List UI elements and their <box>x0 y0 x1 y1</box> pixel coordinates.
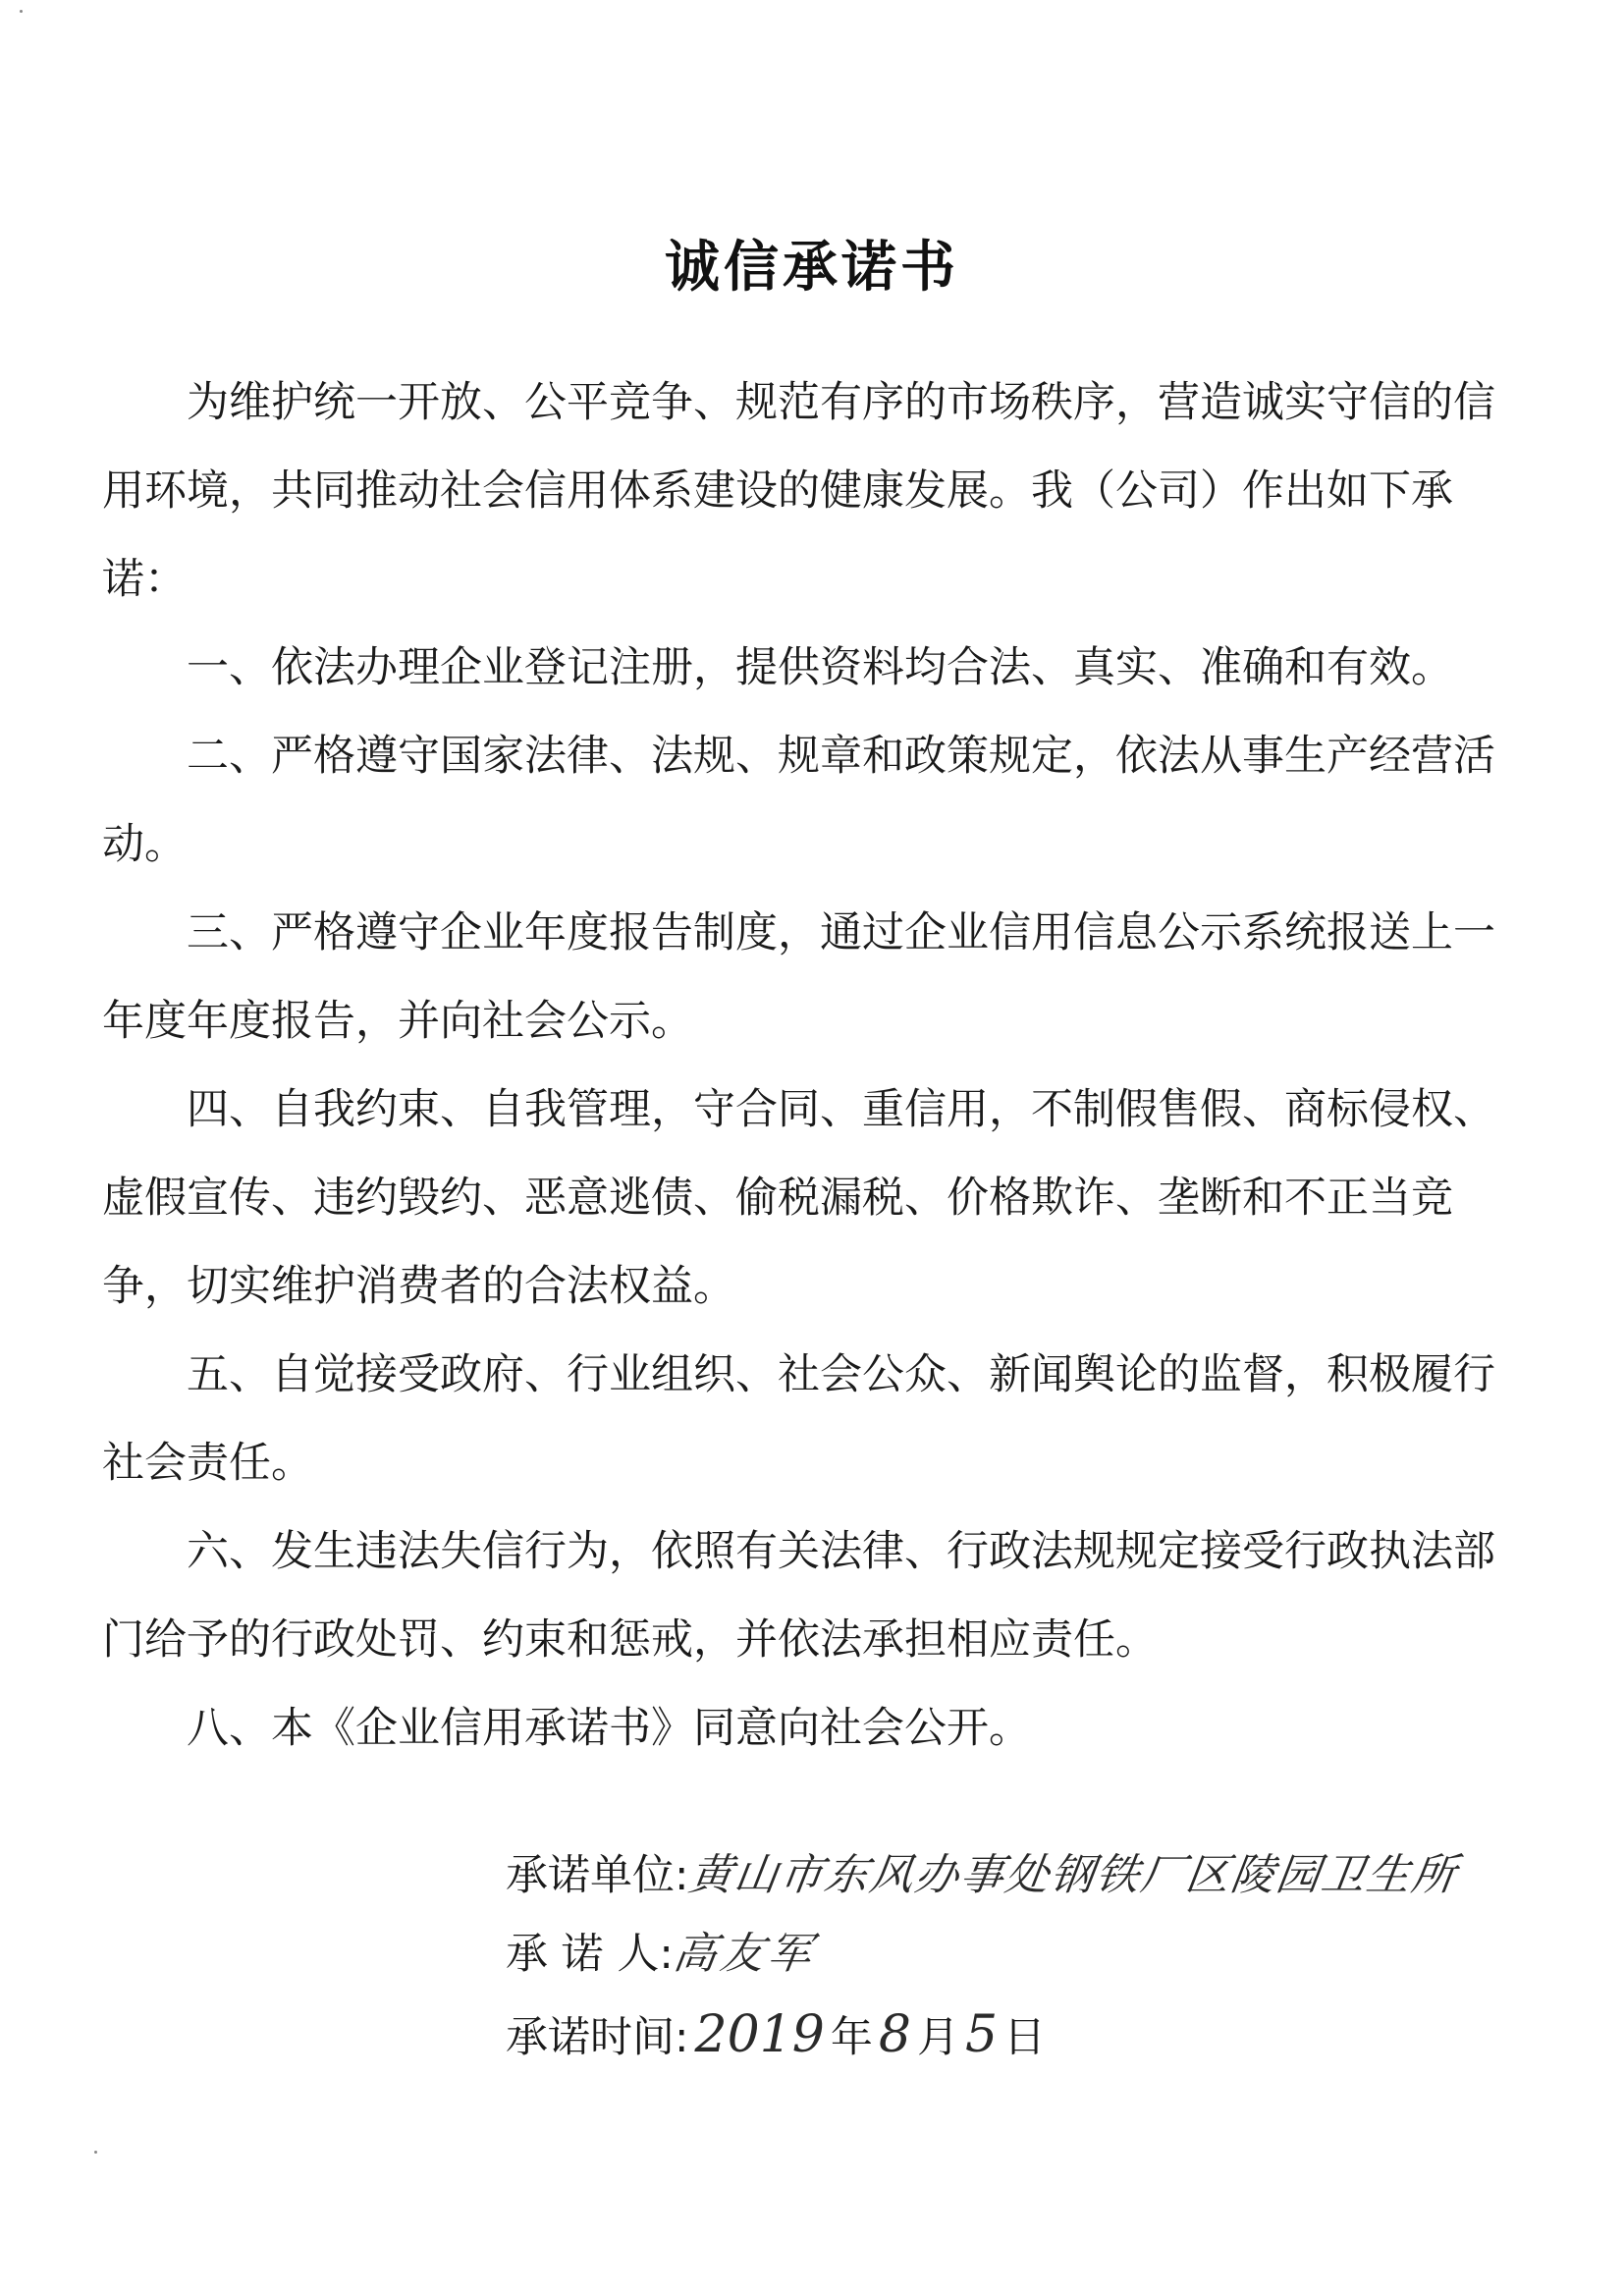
person-label: 承 诺 人: <box>506 1930 674 1979</box>
clause-8: 八、本《企业信用承诺书》同意向社会公开。 <box>187 1704 1031 1753</box>
clause-3: 三、严格遵守企业年度报告制度，通过企业信用信息公示系统报送上一年度年度报告，并向社会公示。 <box>102 908 1495 1046</box>
document-title: 诚信承诺书 <box>665 236 959 300</box>
date-day-unit: 日 <box>1003 2013 1047 2062</box>
signature-unit-line <box>506 1846 1461 1905</box>
scan-speck <box>20 10 23 13</box>
clause-5: 五、自觉接受政府、行业组织、社会公众、新闻舆论的监督，积极履行社会责任。 <box>102 1350 1495 1488</box>
date-year-unit: 年 <box>830 2013 873 2062</box>
date-day: 5 <box>964 2005 999 2064</box>
signature-date-line <box>506 2005 1046 2067</box>
clause-1: 一、依法办理企业登记注册，提供资料均合法、真实、准确和有效。 <box>187 643 1453 692</box>
date-month: 8 <box>878 2005 911 2064</box>
intro-paragraph: 为维护统一开放、公平竞争、规范有序的市场秩序，营造诚实守信的信用环境，共同推动社会信用体系建设的健康发展。我（公司）作出如下承诺： <box>102 378 1495 604</box>
person-handwritten: 高友军 <box>670 1929 819 1979</box>
unit-label: 承诺单位: <box>506 1851 689 1900</box>
scan-speck <box>94 2151 97 2154</box>
clause-4: 四、自我约束、自我管理，守合同、重信用，不制假售假、商标侵权、虚假宣传、违约毁约、恶意逃债、偷税漏税、价格欺诈、垄断和不正当竞争，切实维护消费者的合法权益。 <box>102 1085 1495 1311</box>
date-year: 2019 <box>694 2005 825 2064</box>
clause-2: 二、严格遵守国家法律、法规、规章和政策规定，依法从事生产经营活动。 <box>102 732 1495 869</box>
date-month-unit: 月 <box>916 2013 959 2062</box>
signature-person-line <box>506 1925 819 1984</box>
date-label: 承诺时间: <box>506 2013 689 2062</box>
clause-6: 六、发生违法失信行为，依照有关法律、行政法规规定接受行政执法部门给予的行政处罚、约束和惩戒，并依法承担相应责任。 <box>102 1527 1495 1665</box>
unit-handwritten: 黄山市东风办事处钢铁厂区陵园卫生所 <box>684 1850 1461 1900</box>
document-body <box>102 358 1521 1773</box>
